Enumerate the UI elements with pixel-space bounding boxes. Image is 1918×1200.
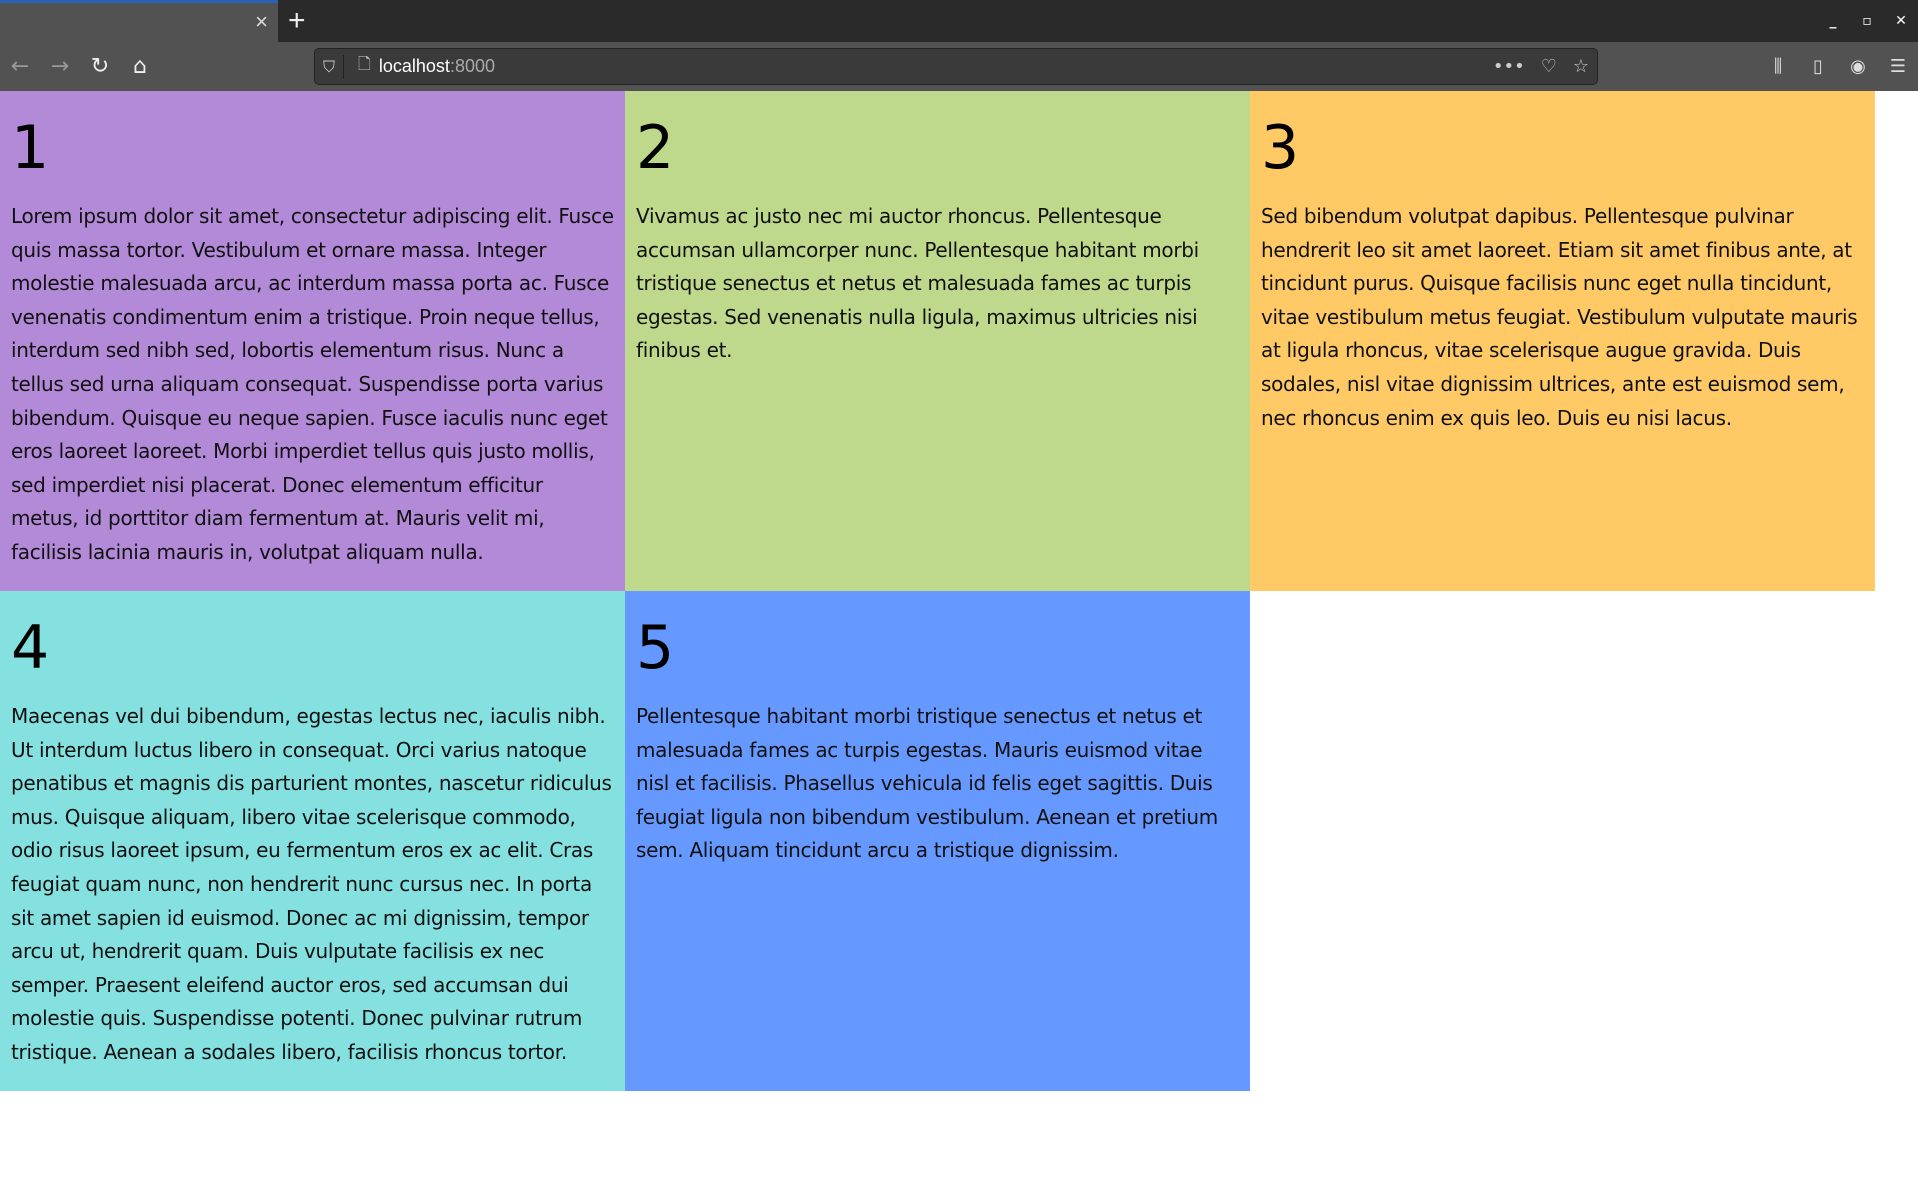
pocket-icon[interactable]: ♡ <box>1540 56 1557 77</box>
account-icon[interactable]: ◉ <box>1850 56 1866 77</box>
address-bar[interactable] <box>314 48 1598 85</box>
box-number: 3 <box>1261 113 1300 183</box>
box-text: Vivamus ac justo nec mi auctor rhoncus. Pellentesque accumsan ullamcorper nunc. Pellentesque habitant morbi tristique senectus et netus et malesuada fames ac turpis egestas. Sed venenatis nulla ligula, maximus ultricies nisi finibus et. <box>636 204 1199 363</box>
tab-strip <box>0 0 1918 42</box>
box-text: Lorem ipsum dolor sit amet, consectetur adipiscing elit. Fusce quis massa tortor. Vestibulum et ornare massa. Integer molestie malesuada arcu, ac interdum massa porta ac. Fusce venenatis condimentum enim a tristique. Proin neque tellus, interdum sed nibh sed, lobortis elementum risus. Nunc a tellus sed urna aliquam consequat. Suspendisse porta varius bibendum. Quisque eu neque sapien. Fusce iaculis nunc eget eros laoreet laoreet. Morbi imperdiet tellus quis justo mollis, sed imperdiet nisi placerat. Donec elementum efficitur metus, id porttitor diam fermentum at. Mauris velit mi, facilisis lacinia mauris in, volutpat aliquam nulla. <box>11 204 614 564</box>
menu-icon[interactable]: ☰ <box>1889 56 1907 77</box>
box-number: 2 <box>636 113 675 183</box>
forward-icon[interactable]: → <box>50 54 70 79</box>
page-icon: 🗋 <box>358 54 371 73</box>
shield-icon[interactable]: ⛉ <box>323 56 336 76</box>
content-grid <box>0 91 1918 1091</box>
divider <box>343 55 344 79</box>
bookmark-star-icon[interactable]: ☆ <box>1572 56 1589 77</box>
box-number: 1 <box>11 113 50 183</box>
grid-box-4 <box>0 591 625 1091</box>
window-controls <box>1816 0 1918 42</box>
url-host: localhost <box>378 56 450 76</box>
nav-toolbar <box>0 42 1918 91</box>
grid-box-5 <box>625 591 1250 1091</box>
grid-box-2 <box>625 91 1250 591</box>
box-text: Maecenas vel dui bibendum, egestas lectus nec, iaculis nibh. Ut interdum luctus libero in consequat. Orci varius natoque penatibus et magnis dis parturient montes, nascetur ridiculus mus. Quisque aliquam, libero vitae scelerisque commodo, odio risus laoreet ipsum, eu fermentum eros ex ac elit. Cras feugiat quam nunc, non hendrerit nunc cursus nec. In porta sit amet sapien id euismod. Donec ac mi dignissim, tempor arcu ut, hendrerit quam. Duis vulputate facilisis ex nec semper. Praesent eleifend auctor eros, sed accumsan dui molestie quis. Suspendisse potenti. Donec pulvinar rutrum tristique. Aenean a sodales libero, facilisis rhoncus tortor. <box>11 704 612 1064</box>
minimize-button[interactable]: _ <box>1829 13 1837 29</box>
library-icon[interactable]: ⫼ <box>1773 56 1783 77</box>
grid-box-1 <box>0 91 625 591</box>
url-port: :8000 <box>449 56 495 76</box>
more-actions-icon[interactable]: ••• <box>1492 56 1525 77</box>
maximize-button[interactable]: ▫ <box>1862 13 1872 29</box>
back-icon[interactable]: ← <box>10 54 30 79</box>
home-icon[interactable]: ⌂ <box>133 54 147 79</box>
close-tab-icon[interactable]: × <box>255 9 268 34</box>
close-window-button[interactable]: ✕ <box>1895 13 1907 29</box>
box-number: 5 <box>636 613 675 683</box>
box-number: 4 <box>11 613 50 683</box>
box-text: Sed bibendum volutpat dapibus. Pellentesque pulvinar hendrerit leo sit amet laoreet. Etiam sit amet finibus ante, at tincidunt purus. Quisque facilisis nunc eget nulla tincidunt, vitae vestibulum metus feugiat. Vestibulum vulputate mauris at ligula rhoncus, vitae scelerisque augue gravida. Duis sodales, nisl vitae dignissim ultrices, ante est euismod sem, nec rhoncus enim ex quis leo. Duis eu nisi lacus. <box>1261 204 1858 430</box>
url-text[interactable] <box>379 56 495 77</box>
sidebar-icon[interactable]: ▯ <box>1813 56 1823 77</box>
reload-icon[interactable]: ↻ <box>90 54 110 79</box>
box-text: Pellentesque habitant morbi tristique senectus et netus et malesuada fames ac turpis egestas. Mauris euismod vitae nisl et facilisis. Phasellus vehicula id felis eget sagittis. Duis feugiat ligula non bibendum vestibulum. Aenean et pretium sem. Aliquam tincidunt arcu a tristique dignissim. <box>636 704 1218 863</box>
grid-box-3 <box>1250 91 1875 591</box>
browser-tab[interactable] <box>0 0 278 42</box>
new-tab-button[interactable]: + <box>288 4 306 37</box>
